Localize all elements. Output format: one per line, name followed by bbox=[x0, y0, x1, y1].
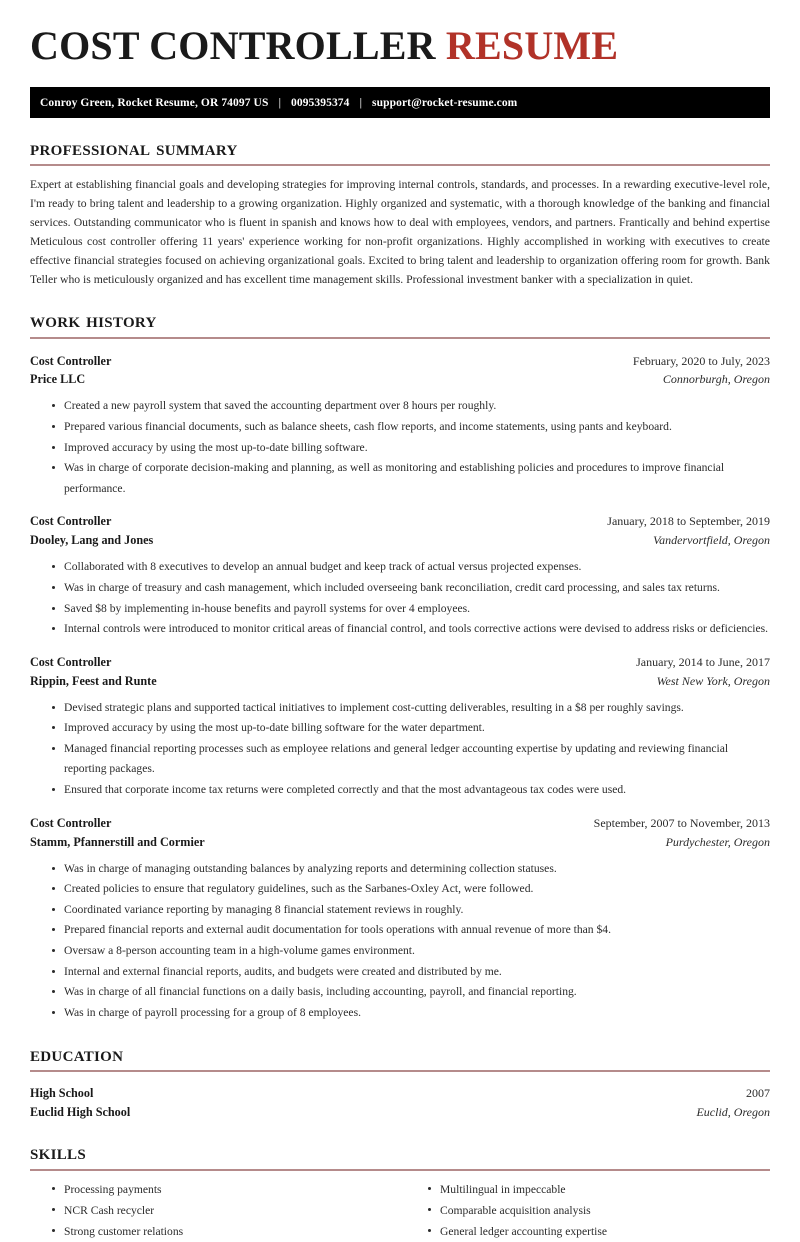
skill-item: General ledger accounting expertise bbox=[428, 1221, 770, 1242]
contact-phone[interactable]: 0095395374 bbox=[291, 96, 350, 109]
section-rule-skills bbox=[30, 1169, 770, 1171]
job-company-row bbox=[30, 370, 770, 389]
section-rule-summary bbox=[30, 164, 770, 166]
job-company-row bbox=[30, 833, 770, 852]
education-school-row bbox=[30, 1103, 770, 1122]
job-bullet: Prepared financial reports and external audit documentation for tools operations with annual revenue of more than $4. bbox=[52, 920, 770, 941]
job-bullet: Was in charge of all financial functions on a daily basis, including accounting, payroll, and financial reporting. bbox=[52, 982, 770, 1003]
contact-separator-2: | bbox=[359, 96, 363, 109]
education-year: 2007 bbox=[746, 1085, 770, 1100]
summary-text: Expert at establishing financial goals and developing strategies for improving internal controls, standards, and processes. In a rewarding executive-level role, I'm ready to bring talent and leadership to a growing organization. Highly organized and systematic, with a thorough knowledge of the banking and financial services. Outstanding communicator who is fluent in spanish and knows how to deal with employees, vendors, and partners. Frantically and behind expertise Meticulous cost controller offering 11 years' experience working for non-profit organizations. Highly accomplished in working with executives to create effective financial strategies focused on achieving organizational goals. Excited to bring talent and leadership to organization offering room for growth. Bank Teller who is meticulously organized and has excellent time management skills. Professional investment banker with a specialization in quiet. bbox=[30, 178, 770, 287]
job-bullet: Managed financial reporting processes such as employee relations and general ledger accounting expertise by updating and reviewing financial reporting packages. bbox=[52, 739, 770, 780]
job-bullet: Prepared various financial documents, such as balance sheets, cash flow reports, and income statements, using pants and keyboard. bbox=[52, 417, 770, 438]
job-company-row bbox=[30, 672, 770, 691]
job-bullet: Improved accuracy by using the most up-to-date billing software for the water department. bbox=[52, 718, 770, 739]
skill-item: Processing payments bbox=[52, 1179, 400, 1200]
job-bullet: Improved accuracy by using the most up-to-date billing software. bbox=[52, 438, 770, 459]
job-dates: September, 2007 to November, 2013 bbox=[593, 815, 770, 830]
job-title: Cost Controller bbox=[30, 815, 112, 830]
job-bullet: Was in charge of managing outstanding balances by analyzing reports and determining collection statuses. bbox=[52, 859, 770, 880]
page-title bbox=[30, 0, 770, 69]
work-history-entry bbox=[30, 512, 770, 639]
page-title-main: COST CONTROLLER bbox=[30, 23, 436, 68]
job-bullet: Created a new payroll system that saved the accounting department over 8 hours per roughly. bbox=[52, 396, 770, 417]
education-entry bbox=[30, 1084, 770, 1123]
job-company: Rippin, Feest and Runte bbox=[30, 673, 157, 688]
contact-email[interactable]: support@rocket-resume.com bbox=[372, 96, 518, 109]
job-bullet: Devised strategic plans and supported tactical initiatives to implement cost-cutting deliverables, resulting in a $8 per roughly savings. bbox=[52, 698, 770, 719]
section-heading-skills: skills bbox=[30, 1139, 86, 1165]
contact-separator-1: | bbox=[278, 96, 281, 109]
job-location: West New York, Oregon bbox=[656, 673, 770, 688]
skills-list-right bbox=[406, 1179, 770, 1242]
job-dates: February, 2020 to July, 2023 bbox=[632, 353, 770, 368]
job-header-row bbox=[30, 352, 770, 371]
job-bullet: Was in charge of corporate decision-making and planning, as well as monitoring and establishing policies and procedures to improve financial performance. bbox=[52, 458, 770, 499]
job-bullet: Collaborated with 8 executives to develop an annual budget and keep track of actual versus projected expenses. bbox=[52, 557, 770, 578]
job-dates: January, 2018 to September, 2019 bbox=[607, 514, 770, 529]
job-company: Price LLC bbox=[30, 372, 86, 387]
job-bullet: Was in charge of payroll processing for a group of 8 employees. bbox=[52, 1003, 770, 1024]
education-degree: High School bbox=[30, 1085, 94, 1100]
contact-bar bbox=[30, 87, 770, 118]
job-bullet: Coordinated variance reporting by managing 8 financial statement reviews in roughly. bbox=[52, 900, 770, 921]
section-rule-work-history bbox=[30, 337, 770, 339]
job-location: Vandervortfield, Oregon bbox=[653, 533, 770, 548]
job-bullet-list bbox=[30, 557, 770, 640]
job-title: Cost Controller bbox=[30, 514, 112, 529]
job-title: Cost Controller bbox=[30, 353, 112, 368]
education-location: Euclid, Oregon bbox=[696, 1105, 770, 1120]
job-title: Cost Controller bbox=[30, 654, 112, 669]
skill-item: Strong customer relations bbox=[52, 1221, 400, 1242]
education-school: Euclid High School bbox=[30, 1105, 131, 1120]
section-heading-work-history: work history bbox=[30, 307, 157, 333]
skills-column-right bbox=[400, 1179, 770, 1242]
job-bullet: Oversaw a 8-person accounting team in a high-volume games environment. bbox=[52, 941, 770, 962]
skills-column-left bbox=[30, 1179, 400, 1242]
job-location: Purdychester, Oregon bbox=[665, 834, 770, 849]
job-location: Connorburgh, Oregon bbox=[662, 372, 770, 387]
contact-name-address: Conroy Green, Rocket Resume, OR 74097 US bbox=[40, 96, 269, 109]
section-heading-education: education bbox=[30, 1040, 124, 1066]
job-bullet: Internal controls were introduced to monitor critical areas of financial control, and tools corrective actions were devised to address risks or deficiencies. bbox=[52, 619, 770, 640]
section-heading-summary: professional summary bbox=[30, 135, 238, 161]
job-header-row bbox=[30, 814, 770, 833]
section-skills bbox=[30, 1139, 770, 1242]
work-history-entry bbox=[30, 352, 770, 500]
job-bullet-list bbox=[30, 396, 770, 499]
job-dates: January, 2014 to June, 2017 bbox=[636, 654, 770, 669]
section-work-history bbox=[30, 307, 770, 1023]
section-rule-education bbox=[30, 1070, 770, 1072]
job-bullet: Saved $8 by implementing in-house benefits and payroll systems for over 4 employees. bbox=[52, 599, 770, 620]
education-degree-row bbox=[30, 1084, 770, 1103]
work-history-entry bbox=[30, 814, 770, 1024]
section-education bbox=[30, 1041, 770, 1123]
skill-item: NCR Cash recycler bbox=[52, 1200, 400, 1221]
job-bullet: Ensured that corporate income tax returns were completed correctly and that the most advantageous tax codes were used. bbox=[52, 780, 770, 801]
job-company: Dooley, Lang and Jones bbox=[30, 533, 154, 548]
skills-columns bbox=[30, 1179, 770, 1242]
skill-item: Multilingual in impeccable bbox=[428, 1179, 770, 1200]
skills-list-left bbox=[30, 1179, 400, 1242]
job-header-row bbox=[30, 512, 770, 531]
page-title-accent: RESUME bbox=[445, 23, 619, 68]
job-bullet: Internal and external financial reports, audits, and budgets were created and distributed by me. bbox=[52, 962, 770, 983]
skill-item: Comparable acquisition analysis bbox=[428, 1200, 770, 1221]
job-company-row bbox=[30, 531, 770, 550]
job-header-row bbox=[30, 653, 770, 672]
job-bullet-list bbox=[30, 698, 770, 801]
job-bullet: Was in charge of treasury and cash management, which included overseeing bank reconciliation, credit card processing, and sales tax returns. bbox=[52, 578, 770, 599]
work-history-entry bbox=[30, 653, 770, 801]
job-company: Stamm, Pfannerstill and Cormier bbox=[30, 834, 205, 849]
section-professional-summary bbox=[30, 135, 770, 290]
job-bullet-list bbox=[30, 859, 770, 1024]
job-bullet: Created policies to ensure that regulatory guidelines, such as the Sarbanes-Oxley Act, were followed. bbox=[52, 879, 770, 900]
